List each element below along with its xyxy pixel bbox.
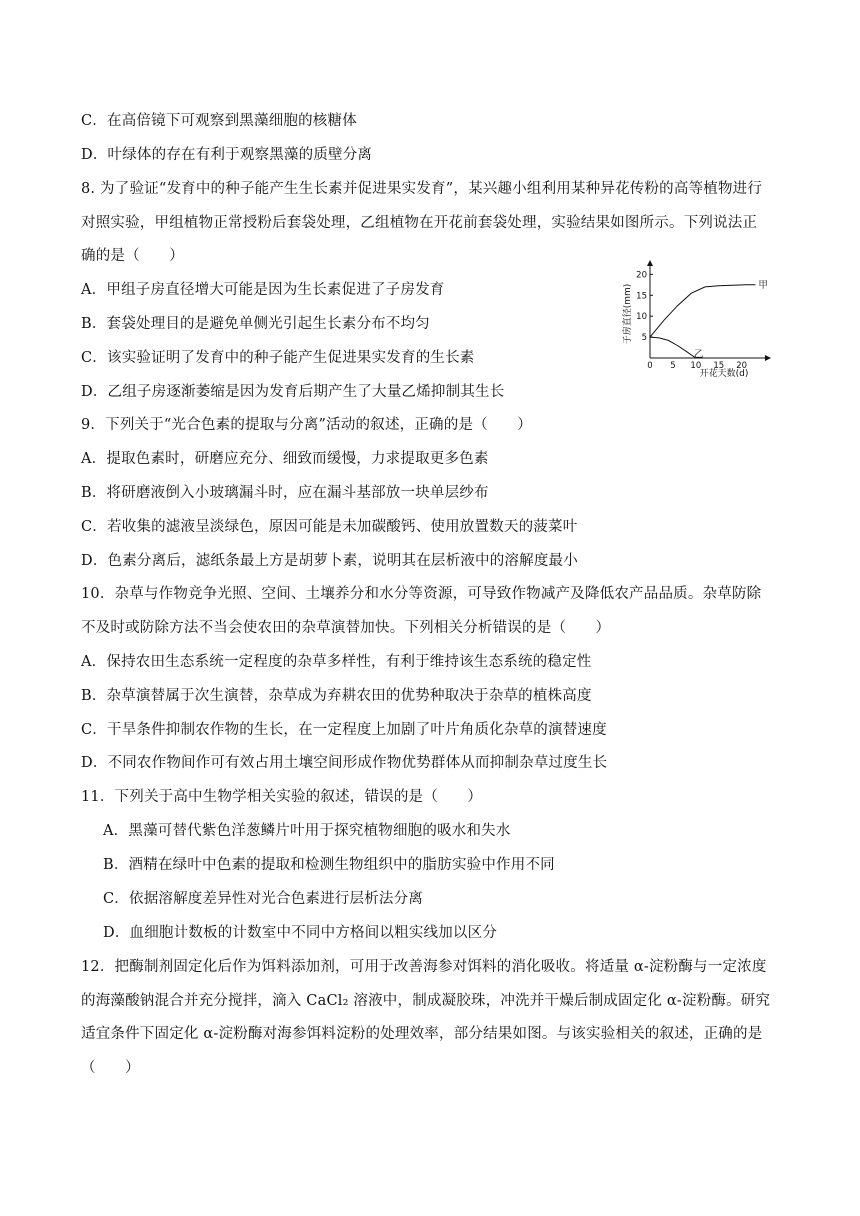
option-10d: D．不同农作物间作可有效占用土壤空间形成作物优势群体从而抑制杂草过度生长 <box>81 755 608 771</box>
y-tick-label: 10 <box>636 312 647 323</box>
option-9a: A．提取色素时，研磨应充分、细致而缓慢，力求提取更多色素 <box>81 451 489 467</box>
y-axis-label: 子房直径(mm) <box>623 283 633 345</box>
x-tick-label: 15 <box>713 361 725 371</box>
option-7c: C．在高倍镜下可观察到黑藻细胞的核糖体 <box>81 113 357 129</box>
question-8-line-1: 8. 为了验证“发育中的种子能产生生长素并促进果实发育”，某兴趣小组利用某种异花传粉的高等植物进行 <box>81 181 763 197</box>
option-11c: C．依据溶解度差异性对光合色素进行层析法分离 <box>103 891 423 907</box>
series-line-0 <box>650 285 755 337</box>
option-9d: D．色素分离后，滤纸条最上方是胡萝卜素，说明其在层析液中的溶解度最小 <box>81 553 578 569</box>
option-8b: B．套袋处理目的是避免单侧光引起生长素分布不均匀 <box>81 316 430 332</box>
series-label-1: 乙 <box>693 349 704 360</box>
option-11d: D．血细胞计数板的计数室中不同中方格间以粗实线加以区分 <box>103 925 498 941</box>
question-11: 11．下列关于高中生物学相关实验的叙述，错误的是（ ） <box>81 789 483 805</box>
x-tick-label: 0 <box>647 361 653 371</box>
chart-svg <box>618 258 778 382</box>
question-12-line-1: 12．把酶制剂固定化后作为饵料添加剂，可用于改善海参对饵料的消化吸收。将适量 α-淀粉酶与一定浓度 <box>81 959 767 975</box>
option-11b: B．酒精在绿叶中色素的提取和检测生物组织中的脂肪实验中作用不同 <box>103 857 555 873</box>
option-10b: B．杂草演替属于次生演替，杂草成为弃耕农田的优势种取决于杂草的植株高度 <box>81 688 592 704</box>
series-lines <box>650 280 768 360</box>
option-8a: A．甲组子房直径增大可能是因为生长素促进了子房发育 <box>81 282 445 298</box>
question-8-line-3: 确的是（ ） <box>81 248 184 264</box>
y-tick-label: 15 <box>636 291 647 302</box>
option-9c: C．若收集的滤液呈淡绿色，原因可能是未加碳酸钙、使用放置数天的菠菜叶 <box>81 519 578 535</box>
question-9: 9．下列关于“光合色素的提取与分离”活动的叙述，正确的是（ ） <box>81 417 532 433</box>
series-line-1 <box>650 337 696 358</box>
question-8-line-2: 对照实验，甲组植物正常授粉后套袋处理，乙组植物在开花前套袋处理，实验结果如图所示。下列说法正 <box>81 215 758 231</box>
option-11a: A．黑藻可替代紫色洋葱鳞片叶用于探究植物细胞的吸水和失水 <box>103 823 511 839</box>
option-10c: C．干旱条件抑制农作物的生长，在一定程度上加剧了叶片角质化杂草的演替速度 <box>81 722 607 738</box>
ovary-diameter-chart <box>618 258 778 382</box>
y-tick-label: 20 <box>636 270 647 281</box>
option-7d: D．叶绿体的存在有利于观察黑藻的质壁分离 <box>81 147 373 163</box>
series-label-0: 甲 <box>758 279 768 291</box>
option-10a: A．保持农田生态系统一定程度的杂草多样性，有利于维持该生态系统的稳定性 <box>81 654 592 670</box>
question-12-line-2: 的海藻酸钠混合并充分搅拌，滴入 CaCl₂ 溶液中，制成凝胶珠，冲洗并干燥后制成固定化 α-淀粉酶。研究 <box>81 993 771 1009</box>
x-tick-label: 10 <box>690 361 702 371</box>
y-tick-label: 5 <box>641 333 647 344</box>
option-8c: C．该实验证明了发育中的种子能产生促进果实发育的生长素 <box>81 350 475 366</box>
option-8d: D．乙组子房逐渐萎缩是因为发育后期产生了大量乙烯抑制其生长 <box>81 384 505 400</box>
x-tick-label: 5 <box>670 361 676 371</box>
option-9b: B．将研磨液倒入小玻璃漏斗时，应在漏斗基部放一块单层纱布 <box>81 485 489 501</box>
question-12-line-4: （ ） <box>81 1060 140 1076</box>
question-10-line-2: 不及时或防除方法不当会使农田的杂草演替加快。下列相关分析错误的是（ ） <box>81 620 611 636</box>
x-tick-label: 20 <box>736 361 748 371</box>
question-12-line-3: 适宜条件下固定化 α-淀粉酶对海参饵料淀粉的处理效率，部分结果如图。与该实验相关的叙述，正确的是 <box>81 1026 763 1042</box>
question-10-line-1: 10．杂草与作物竞争光照、空间、土壤养分和水分等资源，可导致作物减产及降低农产品品质。杂草防除 <box>81 586 762 602</box>
x-axis-label: 开花天数(d) <box>699 369 749 379</box>
